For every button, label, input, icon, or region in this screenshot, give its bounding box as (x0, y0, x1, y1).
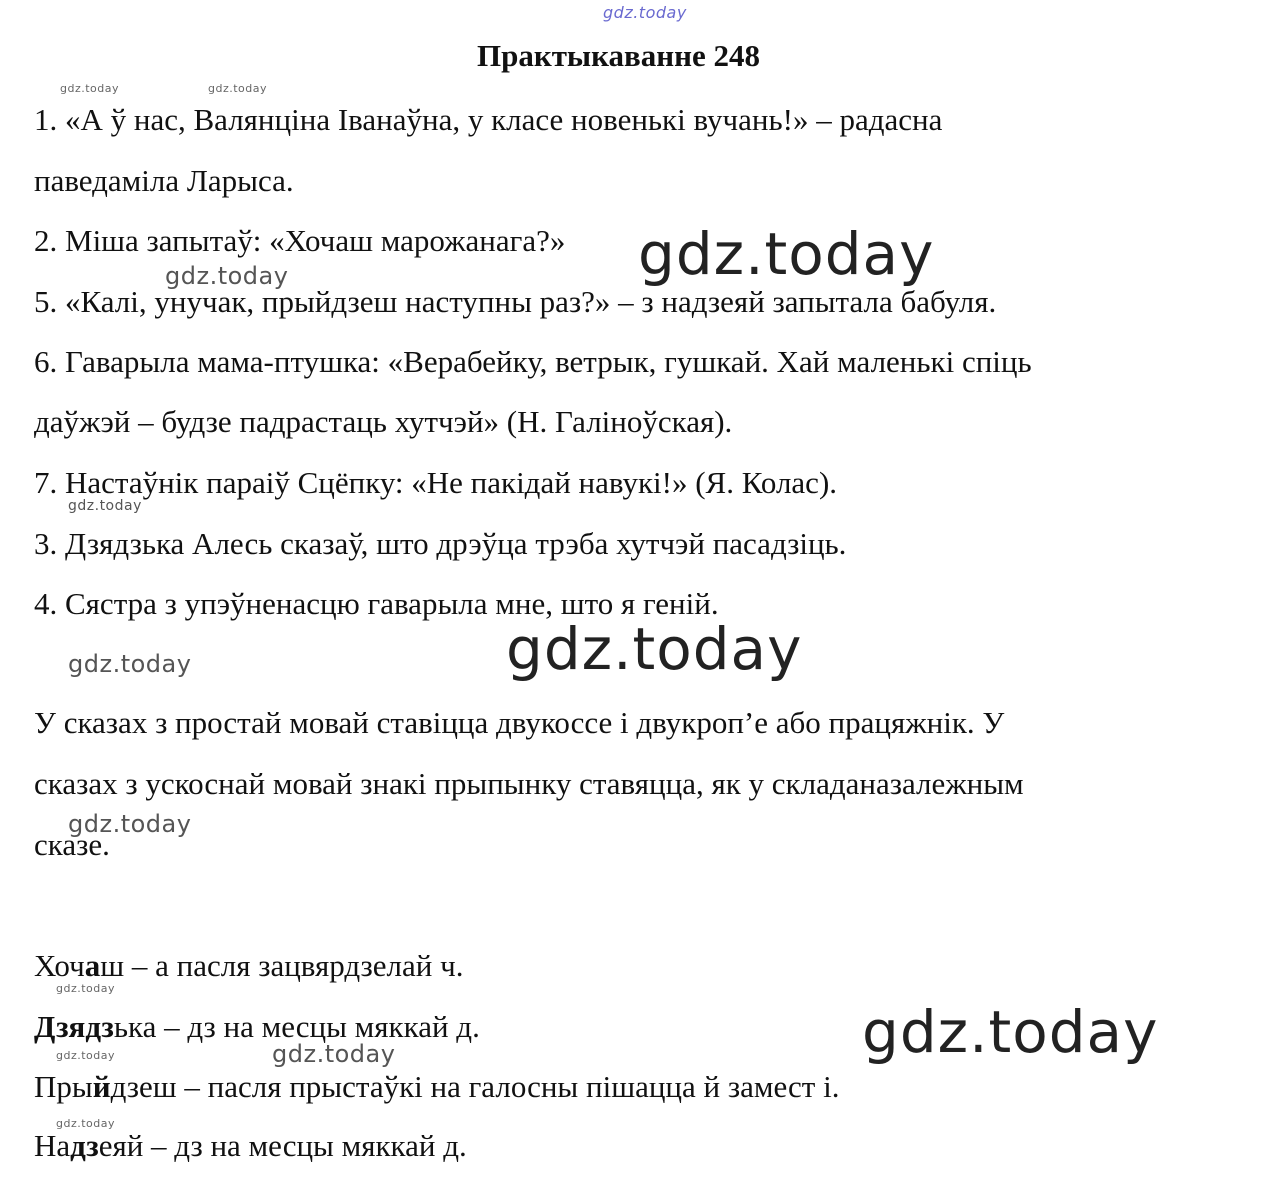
word-highlight: й (92, 1069, 111, 1104)
word-part: Хоч (34, 948, 85, 983)
watermark: gdz.today (862, 998, 1159, 1066)
sentence-line: 5. «Калі, унучак, прыйдзеш наступны раз?» – з надзеяй запытала бабуля. (34, 284, 997, 319)
sentence-line: даўжэй – будзе падрастаць хутчэй» (Н. Галіноўская). (34, 404, 733, 439)
sentence-line: 7. Настаўнік параіў Сцёпку: «Не пакідай навукі!» (Я. Колас). (34, 465, 838, 500)
sentence-line: 1. «А ў нас, Валянціна Іванаўна, у класе новенькі вучань!» – радасна (34, 102, 943, 137)
watermark: gdz.today (506, 615, 803, 683)
explanation-line: сказах з ускоснай мовай знакі прыпынку ставяцца, як у складаназалежным (34, 766, 1024, 801)
watermark: gdz.today (56, 982, 116, 995)
sentence-line: 4. Сястра з упэўненасцю гаварыла мне, што я геній. (34, 586, 719, 621)
word-rule: – дз на месцы мяккай д. (156, 1009, 480, 1044)
watermark: gdz.today (208, 82, 268, 95)
word-part: ш (100, 948, 125, 983)
sentence-line: 3. Дзядзька Алесь сказаў, што дрэўца трэба хутчэй пасадзіць. (34, 526, 847, 561)
word-part: ька (113, 1009, 157, 1044)
word-rule: – а пасля зацвярдзелай ч. (124, 948, 464, 983)
word-highlight: а (84, 948, 101, 983)
sentence-line: 2. Міша запытаў: «Хочаш марожанага?» (34, 223, 566, 258)
word-rule: – пасля прыстаўкі на галосны пішацца й замест і. (176, 1069, 840, 1104)
watermark: gdz.today (56, 1049, 116, 1062)
sentence-line: 6. Гаварыла мама-птушка: «Верабейку, ветрык, гушкай. Хай маленькі спіць (34, 344, 1032, 379)
watermark: gdz.today (638, 220, 935, 288)
word-highlight: дз (70, 1128, 99, 1163)
word-line (34, 948, 463, 984)
word-line (34, 1069, 839, 1105)
watermark: gdz.today (68, 810, 192, 838)
word-part: еяй (98, 1128, 144, 1163)
watermark: gdz.today (56, 1117, 116, 1130)
page-title: Практыкаванне 248 (476, 38, 760, 73)
word-line (34, 1128, 467, 1164)
watermark: gdz.today (68, 650, 192, 678)
watermark: gdz.today (603, 3, 687, 22)
explanation-line: У сказах з простай мовай ставіцца двукоссе і двукроп’е або працяжнік. У (34, 705, 1005, 740)
word-part: дзеш (110, 1069, 177, 1104)
word-rule: – дз на месцы мяккай д. (143, 1128, 467, 1163)
watermark: gdz.today (165, 262, 289, 290)
watermark: gdz.today (60, 82, 120, 95)
watermark: gdz.today (68, 498, 142, 514)
explanation-line: сказе. (34, 827, 110, 862)
word-highlight: Дзядз (34, 1009, 114, 1044)
word-part: Пры (34, 1069, 93, 1104)
sentence-line: паведаміла Ларыса. (34, 163, 294, 198)
watermark: gdz.today (272, 1040, 396, 1068)
word-part: На (34, 1128, 71, 1163)
word-line (34, 1009, 480, 1045)
